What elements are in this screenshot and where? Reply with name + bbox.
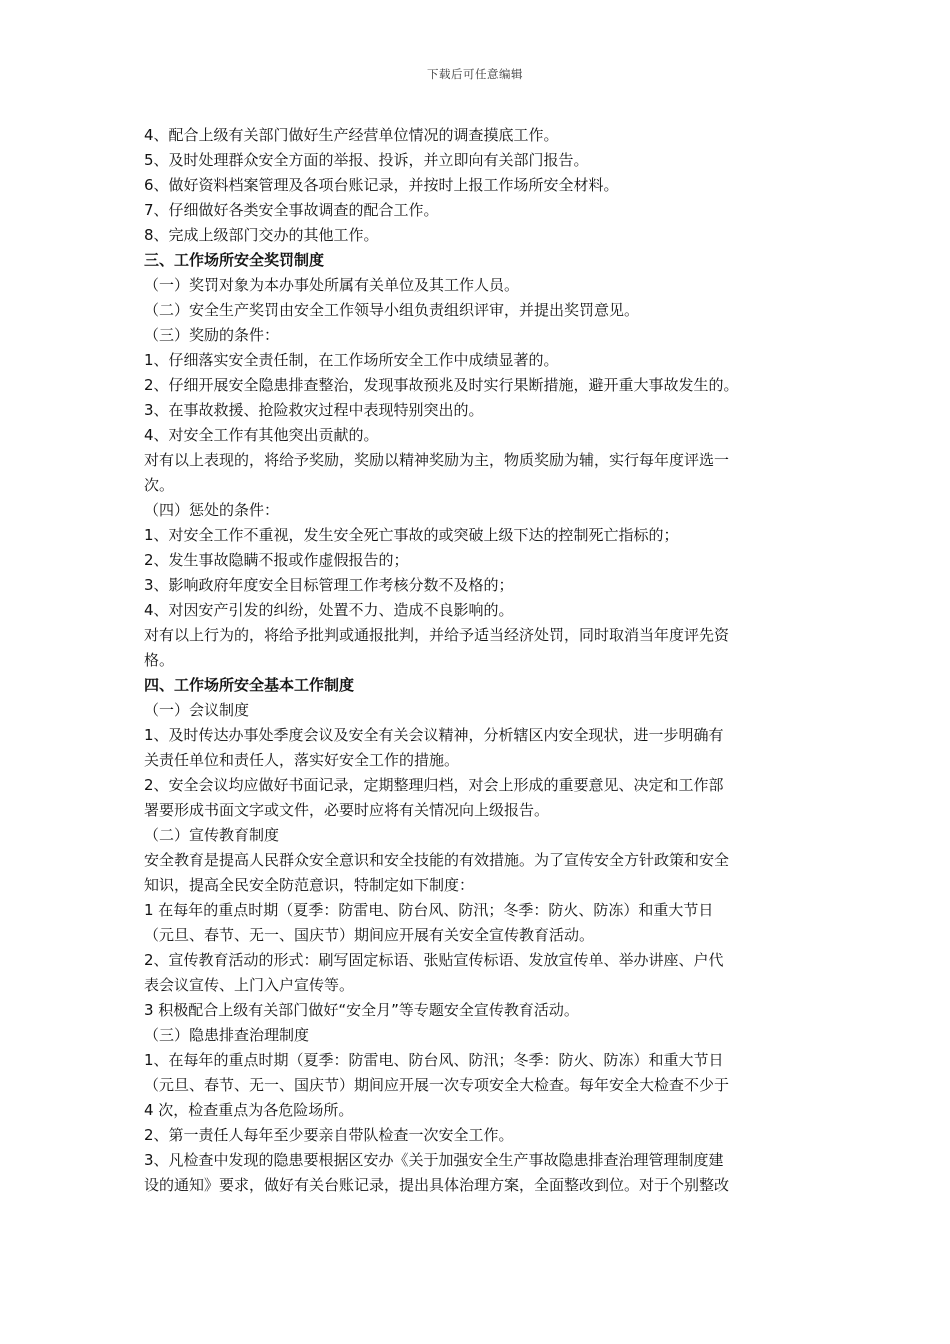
text-line: （一）奖罚对象为本办事处所属有关单位及其工作人员。 — [144, 276, 520, 294]
text-line: （三）奖励的条件： — [144, 326, 280, 344]
text-line: （三）隐患排查治理制度 — [144, 1026, 310, 1044]
text-line: 关责任单位和责任人，落实好安全工作的措施。 — [144, 751, 460, 769]
document-body — [144, 123, 808, 1198]
text-line: 次。 — [144, 476, 175, 494]
text-line: 2、第一责任人每年至少要亲自带队检查一次安全工作。 — [144, 1126, 514, 1144]
text-line: （一）会议制度 — [144, 701, 250, 719]
text-line: 3、影响政府年度安全目标管理工作考核分数不及格的； — [144, 576, 514, 594]
text-line: 2、安全会议均应做好书面记录，定期整理归档，对会上形成的重要意见、决定和工作部 — [144, 776, 724, 794]
text-line: 1、对安全工作不重视，发生安全死亡事故的或突破上级下达的控制死亡指标的； — [144, 526, 679, 544]
text-line: 表会议宣传、上门入户宣传等。 — [144, 976, 355, 994]
text-line: 2、发生事故隐瞒不报或作虚假报告的； — [144, 551, 409, 569]
page-header-note: 下载后可任意编辑 — [427, 67, 523, 81]
text-line: 4、对因安产引发的纠纷，处置不力、造成不良影响的。 — [144, 601, 514, 619]
text-line: 3 积极配合上级有关部门做好“安全月”等专题安全宣传教育活动。 — [144, 1001, 579, 1019]
text-line: 安全教育是提高人民群众安全意识和安全技能的有效措施。为了宣传安全方针政策和安全 — [144, 851, 730, 869]
text-line: 8、完成上级部门交办的其他工作。 — [144, 226, 379, 244]
text-line: 6、做好资料档案管理及各项台账记录，并按时上报工作场所安全材料。 — [144, 176, 619, 194]
text-line: 4、对安全工作有其他突出贡献的。 — [144, 426, 379, 444]
text-line: 格。 — [144, 651, 175, 669]
text-line: 3、在事故救援、抢险救灾过程中表现特别突出的。 — [144, 401, 484, 419]
text-line: 2、宣传教育活动的形式：刷写固定标语、张贴宣传标语、发放宣传单、举办讲座、户代 — [144, 951, 724, 969]
text-line: （二）宣传教育制度 — [144, 826, 280, 844]
text-line: 对有以上表现的，将给予奖励，奖励以精神奖励为主，物质奖励为辅，实行每年度评选一 — [144, 451, 730, 469]
text-line: 2、仔细开展安全隐患排查整治，发现事故预兆及时实行果断措施，避开重大事故发生的。 — [144, 376, 739, 394]
text-line: 知识，提高全民安全防范意识，特制定如下制度： — [144, 876, 475, 894]
text-line: 1 在每年的重点时期（夏季：防雷电、防台风、防汛；冬季：防火、防冻）和重大节日 — [144, 901, 714, 919]
text-line: 署要形成书面文字或文件，必要时应将有关情况向上级报告。 — [144, 801, 550, 819]
text-line: 设的通知》要求，做好有关台账记录，提出具体治理方案，全面整改到位。对于个别整改 — [144, 1176, 730, 1194]
text-line: 1、及时传达办事处季度会议及安全有关会议精神，分析辖区内安全现状，进一步明确有 — [144, 726, 724, 744]
text-line: （元旦、春节、无一、国庆节）期间应开展一次专项安全大检查。每年安全大检查不少于 — [144, 1076, 730, 1094]
text-line: 7、仔细做好各类安全事故调查的配合工作。 — [144, 201, 439, 219]
text-line: （元旦、春节、无一、国庆节）期间应开展有关安全宣传教育活动。 — [144, 926, 595, 944]
text-line: （二）安全生产奖罚由安全工作领导小组负责组织评审，并提出奖罚意见。 — [144, 301, 640, 319]
text-line: 4 次，检查重点为各危险场所。 — [144, 1101, 354, 1119]
text-line: 4、配合上级有关部门做好生产经营单位情况的调查摸底工作。 — [144, 126, 559, 144]
text-line: 1、在每年的重点时期（夏季：防雷电、防台风、防汛；冬季：防火、防冻）和重大节日 — [144, 1051, 724, 1069]
text-line: 1、仔细落实安全责任制，在工作场所安全工作中成绩显著的。 — [144, 351, 559, 369]
text-line: 5、及时处理群众安全方面的举报、投诉，并立即向有关部门报告。 — [144, 151, 589, 169]
section-heading: 四、工作场所安全基本工作制度 — [144, 676, 355, 694]
text-line: （四）惩处的条件： — [144, 501, 280, 519]
text-line: 3、凡检查中发现的隐患要根据区安办《关于加强安全生产事故隐患排查治理管理制度建 — [144, 1151, 724, 1169]
section-heading: 三、工作场所安全奖罚制度 — [144, 251, 325, 269]
text-line: 对有以上行为的，将给予批判或通报批判，并给予适当经济处罚，同时取消当年度评先资 — [144, 626, 730, 644]
